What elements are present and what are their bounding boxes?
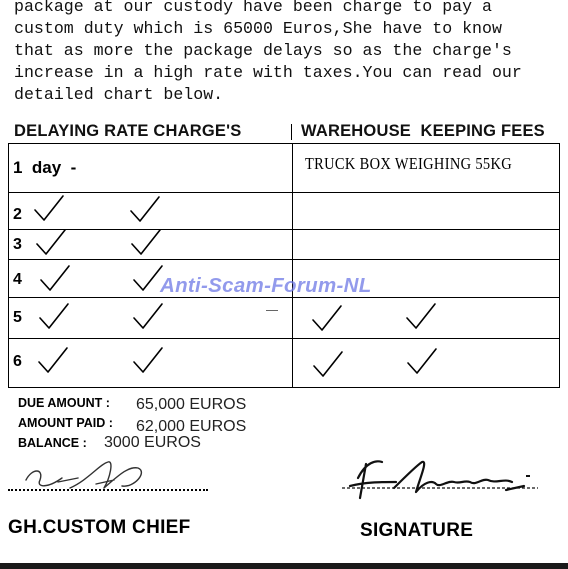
bottom-border [0, 563, 568, 569]
table-column-divider [292, 143, 293, 388]
checkmark-icon [128, 193, 162, 227]
intro-line: increase in a high rate with taxes.You can read our [14, 63, 522, 82]
checkmark-icon [405, 345, 439, 379]
checkmark-icon [311, 348, 345, 382]
row-1-label: 1 day - [13, 158, 77, 177]
row-3-label: 3 [13, 236, 22, 253]
intro-line: that as more the package delays so as the charge's [14, 41, 512, 60]
delaying-rate-header: DELAYING RATE CHARGE'S [14, 122, 242, 140]
stray-dash [266, 310, 278, 311]
intro-line: custom duty which is 65000 Euros,She have to know [14, 19, 502, 38]
amount-paid-value: 62,000 EUROS [136, 418, 247, 435]
checkmark-icon [37, 300, 71, 334]
checkmark-icon [131, 344, 165, 378]
due-amount-value: 65,000 EUROS [136, 396, 247, 413]
custom-chief-signature [18, 458, 158, 498]
checkmark-icon [36, 344, 70, 378]
checkmark-icon [34, 226, 68, 260]
row-6-label: 6 [13, 353, 22, 370]
row-2-label: 2 [13, 206, 22, 223]
signature-label: SIGNATURE [360, 520, 474, 541]
due-amount-label: DUE AMOUNT : [18, 396, 110, 410]
amount-paid-label: AMOUNT PAID : [18, 416, 113, 430]
checkmark-icon [131, 300, 165, 334]
table-row-divider [8, 192, 560, 193]
checkmark-icon [32, 192, 66, 226]
table-border [8, 387, 560, 388]
checkmark-icon [129, 226, 163, 260]
row-5-label: 5 [13, 309, 22, 326]
header-separator [291, 124, 292, 140]
signature-line [8, 489, 208, 491]
balance-label: BALANCE : [18, 436, 87, 450]
table-border [8, 143, 9, 388]
checkmark-icon [38, 262, 72, 296]
intro-line: detailed chart below. [14, 85, 224, 104]
table-border [8, 143, 560, 144]
warehouse-fees-header: WAREHOUSE KEEPING FEES [301, 122, 545, 140]
watermark: Anti-Scam-Forum-NL [160, 274, 372, 297]
truck-box-text: TRUCK BOX WEIGHING 55KG [305, 154, 513, 173]
checkmark-icon [310, 302, 344, 336]
charges-table [8, 143, 560, 388]
official-signature [336, 452, 546, 512]
table-row-divider [8, 229, 560, 230]
checkmark-icon [404, 300, 438, 334]
table-row-divider [8, 259, 560, 260]
intro-line: package at our custody have been charge to pay a [14, 0, 492, 16]
table-row-divider [8, 338, 560, 339]
intro-text [14, 0, 568, 106]
custom-chief-label: GH.CUSTOM CHIEF [8, 517, 191, 538]
row-4-label: 4 [13, 271, 22, 288]
table-border [559, 143, 560, 388]
balance-value: 3000 EUROS [104, 434, 201, 451]
